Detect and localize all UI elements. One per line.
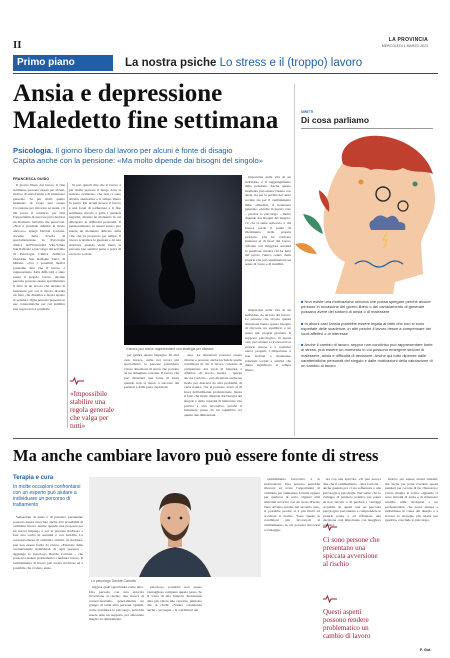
byline: FRANCESCA GUIDO [13,177,50,181]
article2-column-1 [13,515,83,655]
paper-name: LA PROVINCIA [388,37,428,43]
sidebar-box [294,84,439,436]
sidebar-item [301,299,433,315]
headline-line-1: Ansia e depressione [13,80,223,107]
article2-standfirst: In molte occasioni confrontarsi con un esperto può aiutare a individuare un percorso di trattamento [13,484,81,508]
body-text: importante nella vita di un individuo, è il raggiungimento della pensione. Anche questo momento può essere vissuto con ansia, sia per la perdita del ruolo sociale sia per il cambiamento delle abitudini, il benessere generale. «Anche in questo caso – precisa lo psicologo – molto dipende dai bisogni del singolo: c'è chi si sente sollevato e chi invece perde il punto di riferimento della propria giornata. Chi ha coltivato interessi al di fuori del lavoro affronta con maggiore serenità la pensione, mentre chi ha fatto del lavoro l'unico centro della propria vita può sperimentare un senso di vuoto e di inutilità. [245,175,291,267]
body-text: cure. Le situazioni possono essere diverse e possono anche includere quelle condizioni in cui il lavoro consente di compensare dei vuoti di interessi o affettivi. «Il lavoro, inoltre – spiega ancora Carlotta – può diventare anche un modo per distrarsi da altri problemi, di varia natura, che si possono avere al di fuori dell'ambiente professionale. Resta il fatto che molto dipende dai bisogni del singolo e dalla capacità di bilanciare vita privata e vita lavorativa, perché il benessere passa da un equilibrio tra queste due dimensioni. [184,353,242,417]
heartbeat-icon [323,595,337,603]
subhead-line-1: Il giorno libero dal lavoro per alcuni è fonte di disagio [53,146,233,155]
sidebar-item-text: Anche il cambio di lavoro, seppur non condiviso può rappresentare fonte di stress, può essere un momento in cui possono emergere sintomi di malessere, ansia e difficoltà di decisione. Anche qui tutto dipende dalle caratteristiche personali del singolo e dalle motivazioni della valutazione di un cambio di lavoro [301,342,433,369]
leaf-3 [319,190,329,212]
subhead-line-2: Capita anche con la pensione: «Ma molto dipende dai bisogni del singolo» [13,156,263,165]
pull-quote-text: «Impossibile stabilire una regola generale che valga per tutti» [70,390,115,430]
body-text: cambiamento lavorativo e le motivazioni. Una persona potrebbe rilevarsi ad avere l'opportunità di cambiare per aumentare fortuita oppure per qualcosa di certo. Oppure altri stimolati lavorare con un ruolo diverso l'uno all'altro perché, nel secondo caso, si potrebbe perché si è più liberi ed accettare il rischio. Sono queste le condizioni più favorevoli al cambiamento, in cui possono ritrovarsi a vantaggio. [264,477,320,532]
article2-column-3 [147,585,202,655]
section-topic [125,55,362,71]
pull-quote-1 [70,372,125,430]
body-text: importante nella vita di un individuo, da un lato del lavoro. Le persone che vivono questa situazione hanno spesso bisogno di ritrovare un equilibrio e un senso alle proprie giornate. Il supporto psicologico, in questi casi, può aiutare a riconoscere le proprie risorse e a costruire nuovi progetti. L'importante è non isolarsi e mantenere relazioni sociali e attività che diano significato al tempo libero. [245,308,291,372]
section-bar [13,55,438,71]
body-text: Sensazioni di ansia e di pensiero persistente possono essere associate anche alla possibilità di cambiare lavoro. Anche quando una proposta per un nuovo impiego è per le persone rischiosa o fare una scelta in serenità e con lucidità. La consapevolezza di cambiare attività, di rischiare, può non essere facile da vivere. «Esistono delle caratteristiche individuali di ogni persona – aggiunge lo psicologo Davide Carlotta – che possono rendere problematico cambiare lavoro. Il cambiamento di lavoro può essere rischioso ed è possibile che ci siano ansie. [13,515,83,570]
body-column-3 [124,353,179,428]
dot-2 [413,182,418,187]
pull-quote-text: Ci sono persone che presentano una spiccata avversione al rischio [323,536,380,568]
pull-quote-text: Questi aspetti possono rendere problematico un cambio di lavoro [323,608,371,640]
article2-column-4 [264,477,320,655]
sidebar-item [301,342,433,368]
dot-1 [359,180,364,185]
psychologist-photo [89,477,261,577]
section-topic-text: Lo stress e il (troppo) lavoro [219,57,363,69]
article2-kicker: Terapia e cura [13,475,54,481]
issue-date: MERCOLEDÌ 1 MARZO 2023 [381,44,428,48]
body-text: Si può quindi dire che il lavoro è per molte persone il luogo dove si sentono realizzate, che non ci sono attività alternative e il tempo libero fa paura. Per alcuni invece il lavoro è una fonte di sofferenza e il fine settimana riporta a galla i pensieri negativi, diventa un momento in cui emergono le difficoltà personali. Il pensionamento, in questo senso, può essere un momento delicato della vita, che va preparato per tempo. Il lavoro scandisce le giornate e dà una struttura, quando viene meno la persona può sentirsi persa e priva di un ruolo sociale. [69,183,121,256]
woman-photo [124,175,242,345]
bullet-icon: ■ [301,320,305,326]
sidebar-item [301,321,433,337]
section-label-text: Primo piano [17,57,75,68]
section-rule [13,73,438,74]
body-text: leggere quell'opportunità come altro. Una persona con una spiccata avversione al rischio, una ricerca di conservatorismo, generalmente un gruppo di tante altre persone. Quindi, come sottolinea lo psicologo, potrebbe essere utile un supporto per affrontare meglio il cambiamento. [89,585,144,622]
bullet-icon: ■ [301,299,305,304]
headline-line-2: Maledetto fine settimana [13,107,279,134]
section-kicker: La nostra psiche [125,57,217,69]
body-text: motivo per sapere alcuni sintomi, ma anche per poter rivedere questi pensieri per cercare di far chiarezza e vivere meglio la scelta. «Quando ci sono sintomi di ansia o di malessere sarebbe utile rivolgersi a un professionista, che possa aiutare a individuare le cause del disagio e a trovare le strategie più adatte per gestirlo» conclude lo psicologo. [385,477,438,523]
body-text: sia con una spiccata. «Si può ancora dire che il cambiamento – dice Carlotta – anche quando poi ci sia sofferenza o una psicologia e psicologia. Nel senso che lo sviluppo di pensiero positivo per paura di non farcela o di perdere i vantaggi acquisiti. In questi casi un percorso psicologico può aiutare a comprendere le proprie paure e ad affrontare una decisione così importante con maggiore serenità. [323,477,381,527]
body-text: Il giorno libero dal lavoro, il fine settimana possono essere per alcuni, motivo di stati d'ansia e di malessere generale. Se per molti quello momento di svago può essere l'occasione per ritrovare sé stessi, c'è chi prova il contrario, per altri l'opportunità di staccare può rivelarsi un momento tutt'altro che piacevole. «Non è possibile definire in modo univoco» spiega Davide Carlotta, docente della Scuola di specializzazione in Psicologia clinica dell'Università Vita-Salute San Raffaele e psicologo del servizio di Psicologia Clinica dell'Irccs Ospedale San Raffaele Turro di Milano. «Tra i possibili motivi possiamo dire che il lavoro è rappresentato dalla difficoltà a stare senza il proprio lavoro. Alcune persone possono essere sperimentare il fatto di un lavoro che un'idea di benessere per cui il riposo diventa un fatto che disturba e lascia spazio ai pensieri. Ogni persona presenta le sue caratteristiche per cui stabilire una regola non è possibile. [13,183,65,312]
page-number: II [13,39,22,51]
head-illustration [295,134,439,294]
pull-quote-3 [323,590,381,640]
article-divider [13,438,438,439]
body-column-5 [245,175,291,305]
sidebar-title-rule [301,128,433,129]
sidebar-item-text: Non esiste una motivazione univoca che possa spiegare perché alcune persone in occasione del giorno libero o del cambiamento di generale possano avere dei sintomi di ansia o di malessere [301,299,431,315]
article2-column-2 [89,585,144,655]
body-column-6 [245,308,291,428]
article2-photo-caption: Lo psicologo Davide Carlotta [91,579,136,583]
sidebar-title: Di cosa parliamo [301,115,370,125]
floor-shadow [124,325,242,345]
signature: F. Gui. [420,648,432,652]
column-rule [67,183,68,428]
body-text: per gestire questo impegno. In altri casi, invece, come nei lavori più specialistici, le persone potrebbero vivere situazioni di stress che portano ad un rimuginio costante. Il lavoro che può diventare una fonte di ansia quando non si riesce a staccare dai pensieri e dalle preoccupazioni. [124,353,179,390]
photo-caption: Il lavoro può anche rappresentare una strategia per distrarsi [126,347,214,351]
sidebar-item-text: In alcuni casi l'ansia potrebbe essere legata al fatto che non si sono rispettate delle scadenze, in altri perché il lavoro riesce a compensare dei vuoti affettivi o di interesse [301,320,432,337]
section-label [13,55,113,71]
article2-column-5 [323,477,381,527]
subhead [13,146,293,166]
subhead-lead: Psicologia. [13,146,54,155]
bullet-icon: ■ [301,342,305,348]
body-column-1 [13,183,65,428]
heartbeat-icon [70,377,84,385]
body-column-4 [184,353,242,428]
sidebar-tag: DIRITTI [301,110,314,114]
article2-column-6 [385,477,438,647]
leaf-1 [303,214,323,234]
article2-headline: Ma anche cambiare lavoro può essere fonte di stress [13,446,379,465]
sidebar-items [301,299,433,368]
leaf-2 [295,243,317,254]
body-text: psicologo, potrebbe non essere vantaggioso compiere questo passo. Se si tratta di una bilancia decisionale dare più valore alle certezze, piuttosto che ai rischi. «Vanno considerate anche – prosegue – le condizioni del [147,585,202,612]
